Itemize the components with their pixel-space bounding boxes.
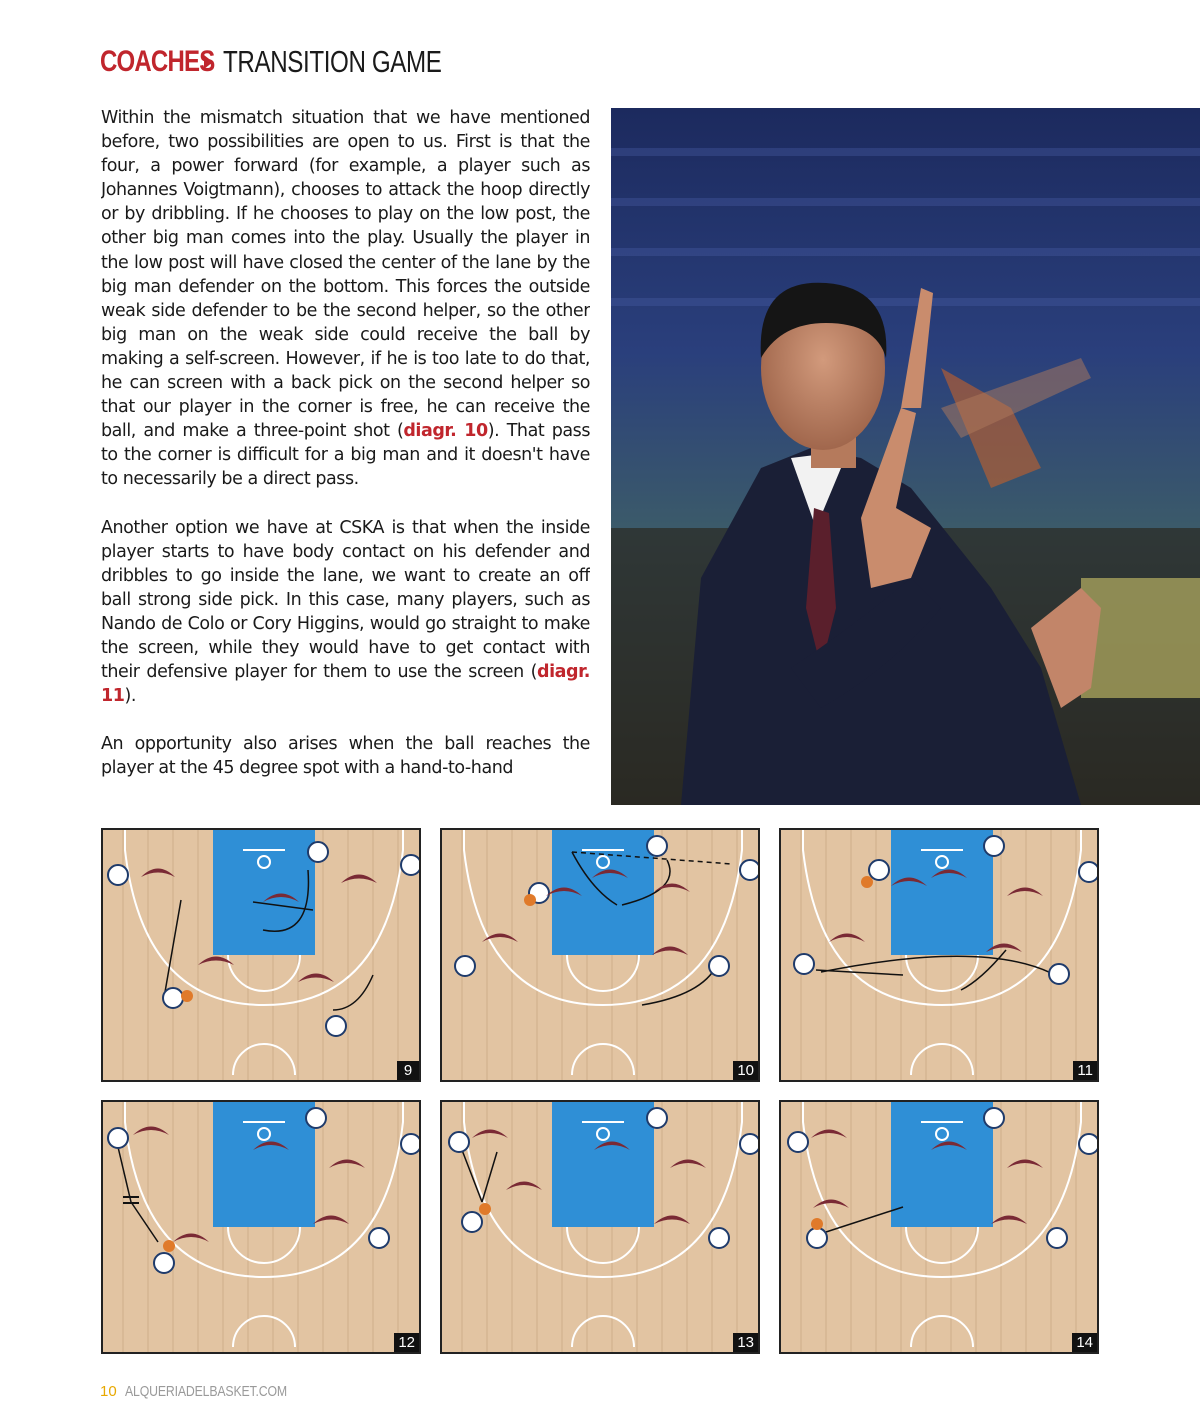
play-diagram-11 xyxy=(779,828,1099,1082)
page-header xyxy=(100,42,503,82)
article-body xyxy=(101,106,590,806)
article-title: TRANSITION GAME xyxy=(223,44,442,79)
site-name: ALQUERIADELBASKET.COM xyxy=(124,1382,287,1400)
diagram-ref-10: diagr. 10 xyxy=(403,421,488,442)
diagram-number: 9 xyxy=(397,1061,419,1080)
section-label: COACHES xyxy=(100,45,215,78)
play-diagram-13 xyxy=(440,1100,760,1354)
play-diagram-9 xyxy=(101,828,421,1082)
play-diagram-12 xyxy=(101,1100,421,1354)
diagram-number: 12 xyxy=(394,1333,419,1352)
page-footer xyxy=(100,1382,322,1400)
diagram-number: 14 xyxy=(1072,1333,1097,1352)
play-diagram-10 xyxy=(440,828,760,1082)
play-diagram-14 xyxy=(779,1100,1099,1354)
paragraph-1: Within the mismatch situation that we have mentioned before, two possibilities are open to us. First is that the four, a power forward (for example, a player such as Johannes Voigtmann), chooses to attack the hoop directly or by dribbling. If he chooses to play on the low post, the other big man comes into the play. Usually the player in the low post will have closed the center of the lane by the big man defender on the bottom. This forces the outside weak side defender to be the second helper, so the other big man on the weak side could receive the ball by making a self-screen. However, if he is too late to do that, he can screen with a back pick on the second helper so that our player in the corner is free, he can receive the ball, and make a three-point shot (diagr. 10). That pass to the corner is difficult for a big man and it doesn't have to necessarily be a direct pass. xyxy=(101,108,590,490)
diagram-ref-11: diagr. 11 xyxy=(101,662,590,707)
paragraph-2: Another option we have at CSKA is that when the inside player starts to have body contact on his defender and dribbles to go inside the lane, we want to create an off ball strong side pick. In this case, many players, such as Nando de Colo or Cory Higgins, would go straight to make the screen, while they would have to get contact with their defensive player for them to use the screen (diagr. 11). xyxy=(101,517,590,707)
coach-photo xyxy=(611,108,1200,805)
page-number: 10 xyxy=(100,1382,117,1400)
paragraph-3: An opportunity also arises when the ball reaches the player at the 45 degree spot with a hand-to-hand xyxy=(101,734,590,779)
diagram-number: 13 xyxy=(733,1333,758,1352)
diagram-number: 10 xyxy=(733,1061,758,1080)
diagram-number: 11 xyxy=(1073,1061,1097,1080)
